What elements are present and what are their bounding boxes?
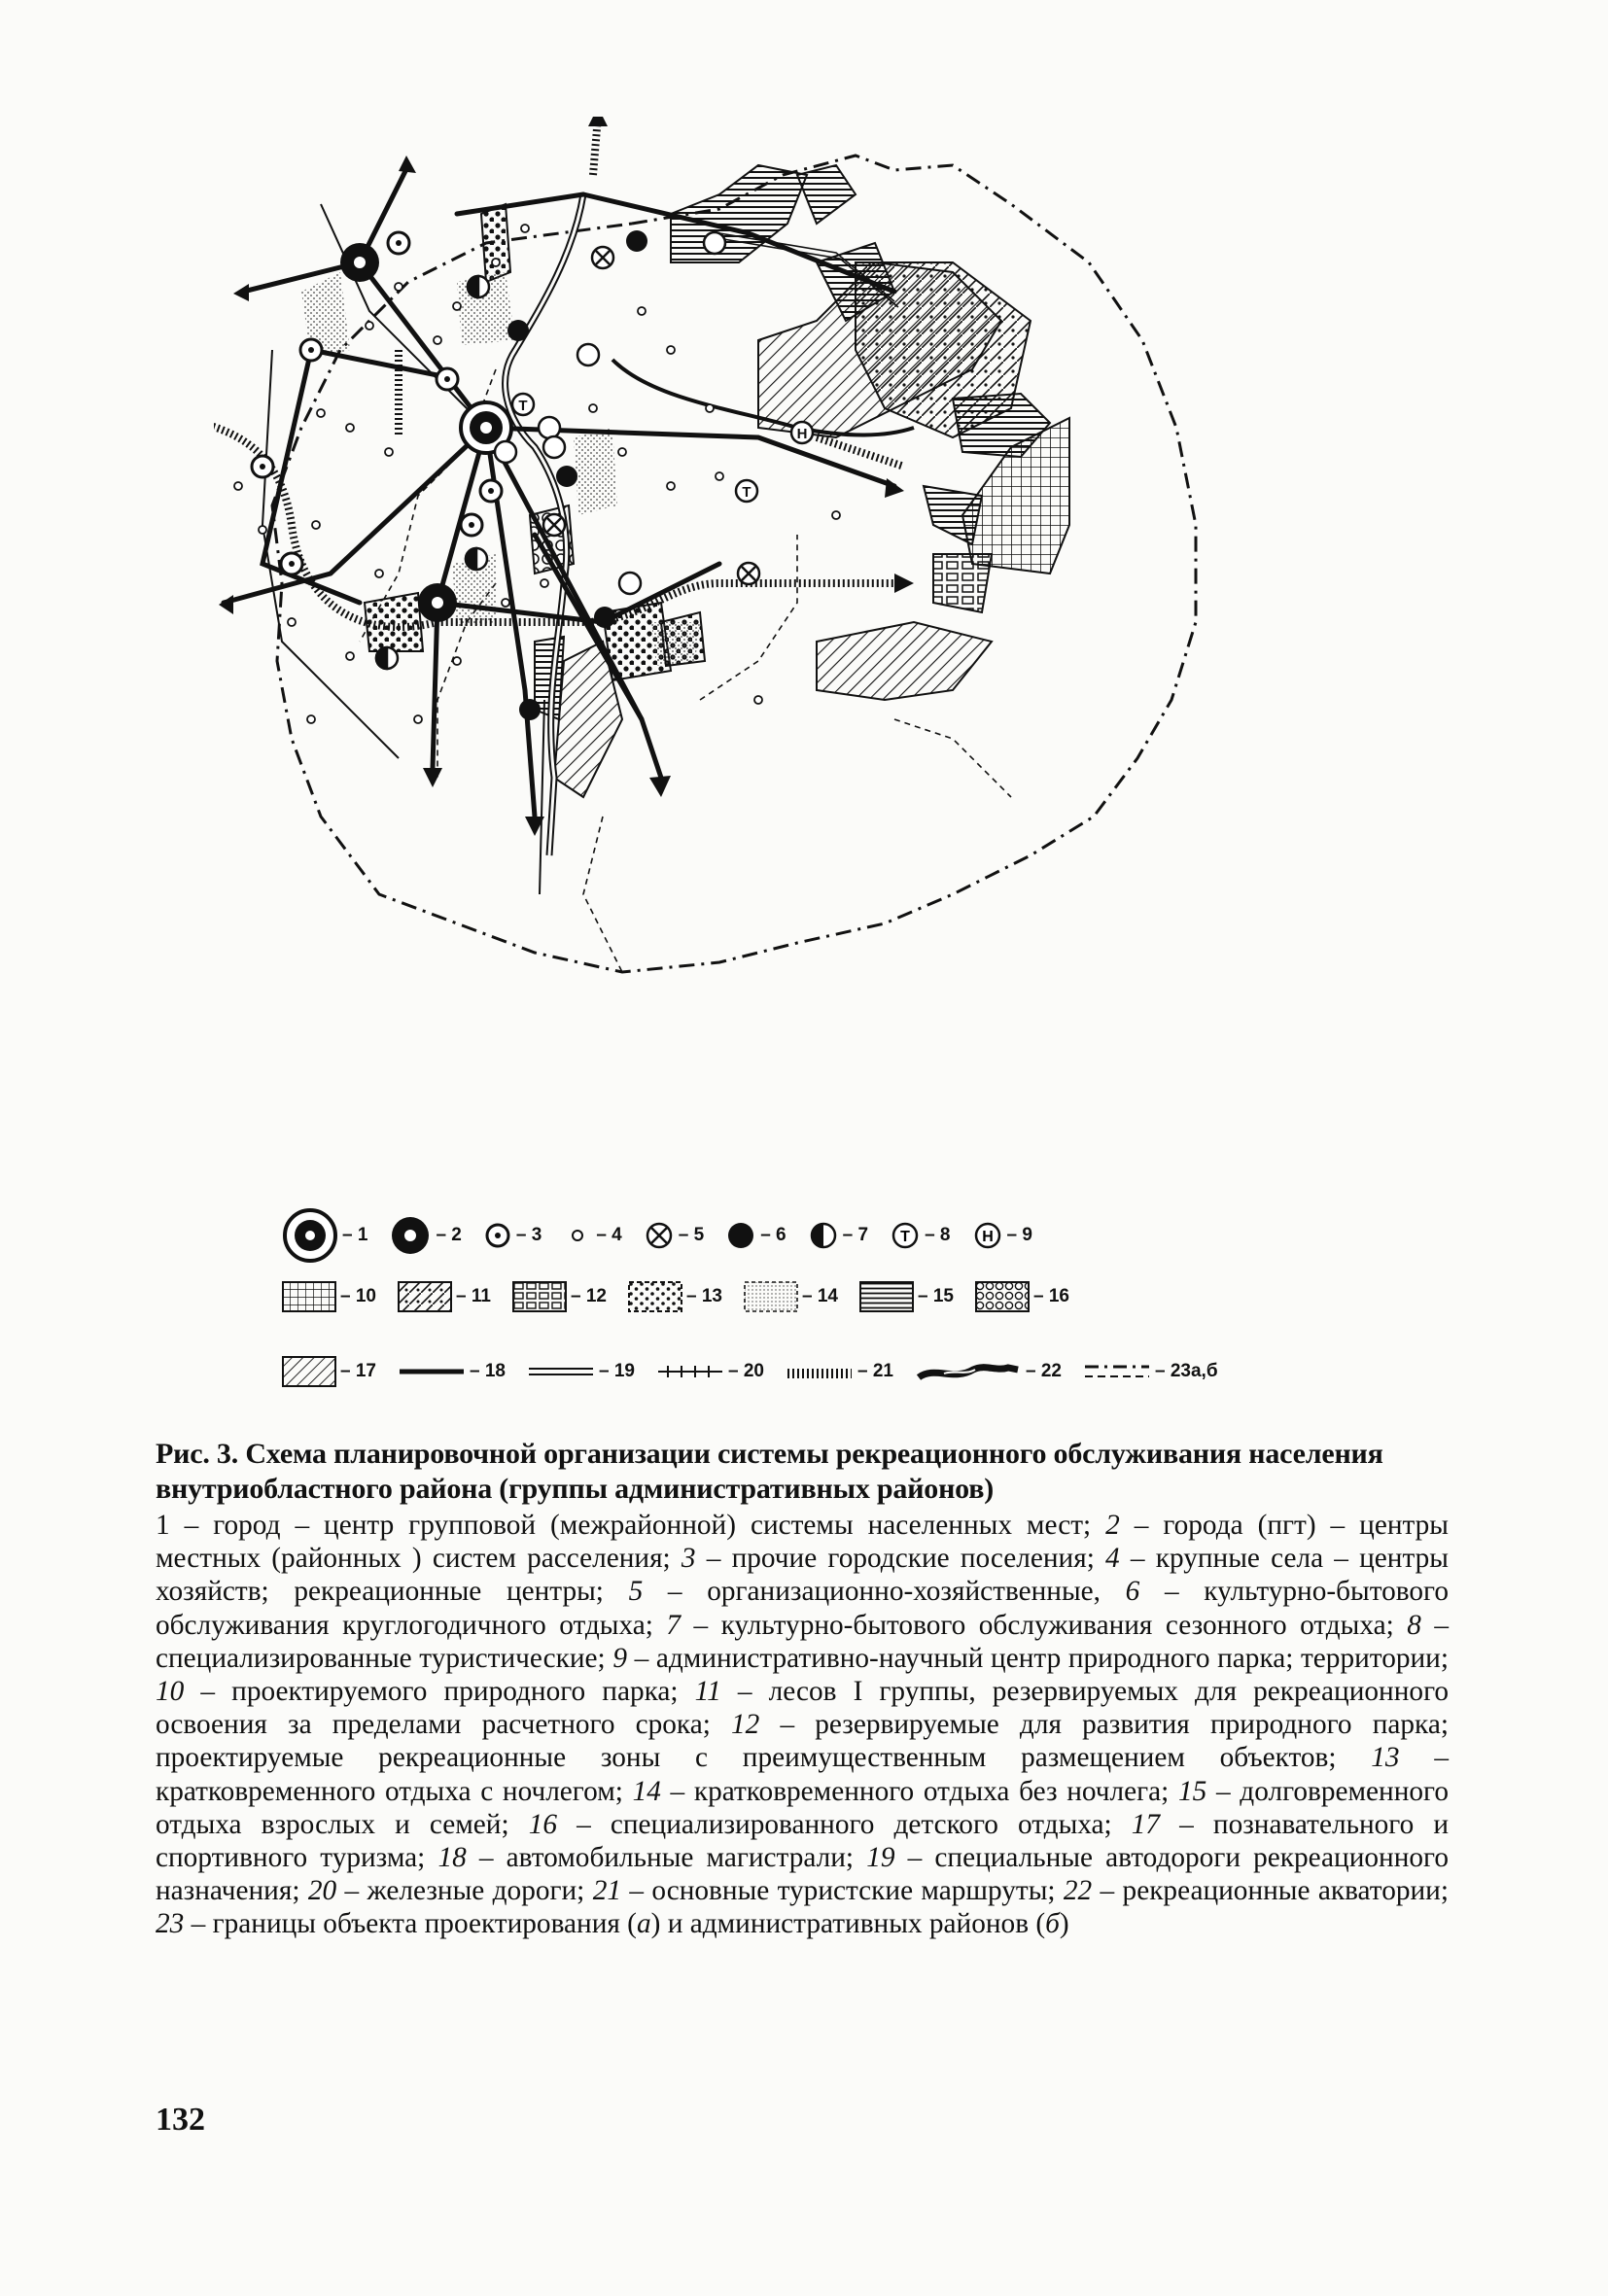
symbol-water-area xyxy=(915,1356,1022,1387)
legend-tourist-letter: Т xyxy=(900,1229,910,1245)
legend-item-13 xyxy=(628,1281,722,1312)
caption-part: 7 xyxy=(666,1609,681,1641)
legend-item-5 xyxy=(644,1220,704,1251)
caption-part: 13 xyxy=(1371,1742,1400,1774)
legend-num-12: – 12 xyxy=(571,1286,607,1307)
legend-num-22: – 22 xyxy=(1026,1361,1062,1382)
caption-part: 9 xyxy=(612,1642,627,1674)
symbol-tourist-route xyxy=(786,1362,854,1381)
symbol-group-center xyxy=(282,1207,338,1264)
caption-part: – специализированные туристические; xyxy=(156,1609,1449,1674)
legend-num-15: – 15 xyxy=(918,1286,954,1307)
district-center-north-west xyxy=(340,243,379,282)
caption-part: – основные туристские маршруты; xyxy=(620,1875,1064,1907)
symbol-seasonal-center xyxy=(808,1220,839,1251)
zone-tourism-south-east xyxy=(817,622,992,700)
caption-part: 18 xyxy=(437,1842,467,1874)
legend-item-19 xyxy=(527,1361,635,1382)
symbol-tourist-center xyxy=(890,1220,921,1251)
legend-num-9: – 9 xyxy=(1007,1225,1032,1246)
symbol-park-center xyxy=(972,1220,1003,1251)
planning-scheme-map xyxy=(214,117,1400,1196)
legend-num-16: – 16 xyxy=(1033,1286,1069,1307)
symbol-urban-settlement xyxy=(483,1221,512,1250)
legend-num-17: – 17 xyxy=(340,1361,376,1382)
caption-part: – резервируемые для развития природного парка; проектируемые рекреационные зоны с преимущественным размещением объектов; xyxy=(156,1709,1449,1774)
swatch-bricks xyxy=(512,1281,567,1312)
caption-part: 8 xyxy=(1407,1609,1421,1641)
caption-part: 5 xyxy=(628,1576,644,1608)
legend-num-8: – 8 xyxy=(925,1225,950,1246)
legend-num-6: – 6 xyxy=(760,1225,786,1246)
legend-item-17 xyxy=(282,1356,376,1387)
caption-part: – административно-научный центр природного парка; территории; xyxy=(626,1642,1449,1674)
legend-item-3 xyxy=(483,1221,542,1250)
caption-part: – границы объекта проектирования ( xyxy=(184,1908,637,1940)
legend-park-letter: Н xyxy=(981,1229,994,1245)
caption-part: ) и административных районов ( xyxy=(650,1908,1046,1940)
legend-row-3 xyxy=(282,1356,1240,1387)
tourist-letter-2: Т xyxy=(742,484,752,501)
caption-part: 22 xyxy=(1063,1875,1093,1907)
figure-caption-text xyxy=(156,1509,1449,1941)
caption-part: ) xyxy=(1059,1908,1069,1940)
legend-item-8 xyxy=(890,1220,950,1251)
caption-part: 16 xyxy=(528,1808,558,1840)
symbol-boundaries xyxy=(1083,1360,1151,1383)
tourist-center-2 xyxy=(736,480,757,502)
legend-item-4 xyxy=(563,1221,621,1250)
nature-park-center xyxy=(791,422,813,443)
legend-row-1 xyxy=(282,1207,1054,1264)
swatch-hlines xyxy=(859,1281,914,1312)
caption-part: 14 xyxy=(632,1775,661,1807)
tourist-center-1 xyxy=(512,394,534,415)
caption-part: – специализированного детского отдыха; xyxy=(557,1808,1132,1840)
symbol-railway xyxy=(656,1362,724,1381)
caption-part: – крупные села – центры хозяйств; рекреационные центры; xyxy=(156,1543,1449,1608)
legend-num-18: – 18 xyxy=(470,1361,506,1382)
caption-part: 2 xyxy=(1105,1510,1120,1541)
legend-item-20 xyxy=(656,1361,764,1382)
legend-item-15 xyxy=(859,1281,954,1312)
caption-part: а xyxy=(636,1908,651,1940)
legend-num-13: – 13 xyxy=(686,1286,722,1307)
caption-part: 3 xyxy=(681,1543,696,1575)
figure-title: Схема планировочной организации системы рекреационного обслуживания населения внутриобластного района (группы административных районов) xyxy=(156,1438,1383,1505)
caption-part: 17 xyxy=(1131,1808,1161,1840)
legend-item-14 xyxy=(744,1281,838,1312)
legend-row-2 xyxy=(282,1281,1091,1312)
legend-item-16 xyxy=(975,1281,1069,1312)
caption-part: 19 xyxy=(866,1842,895,1874)
caption-part: – города (пгт) – центры местных (районных ) систем расселения; xyxy=(156,1510,1449,1575)
caption-part: – автомобильные магистрали; xyxy=(466,1842,867,1874)
caption-part: 20 xyxy=(307,1875,337,1907)
zone-long-term-rest-north-east xyxy=(797,165,856,224)
legend-item-12 xyxy=(512,1281,607,1312)
legend-num-14: – 14 xyxy=(802,1286,838,1307)
zone-short-rest-night-north xyxy=(481,204,510,282)
org-economic-centers xyxy=(543,247,759,584)
page-number: 132 xyxy=(156,2102,205,2138)
legend-item-9 xyxy=(972,1220,1032,1251)
caption-part: – культурно-бытового обслуживания сезонного отдыха; xyxy=(681,1609,1408,1641)
caption-part: 15 xyxy=(1177,1775,1207,1807)
nature-park-letter: Н xyxy=(796,426,808,442)
caption-part: – познавательного и спортивного туризма; xyxy=(156,1808,1450,1874)
legend-item-6 xyxy=(725,1220,786,1251)
tourist-letter-1: Т xyxy=(518,398,528,414)
zone-short-rest-night-south xyxy=(365,593,423,651)
symbol-year-round-center xyxy=(725,1220,756,1251)
legend-item-18 xyxy=(398,1361,506,1382)
caption-part: – кратковременного отдыха с ночлегом; xyxy=(156,1742,1449,1807)
caption-part: – кратковременного отдыха без ночлега; xyxy=(660,1775,1178,1807)
legend-num-23: – 23а,б xyxy=(1155,1361,1218,1382)
figure-label: Рис. 3. xyxy=(156,1438,239,1470)
caption-part: – организационно-хозяйственные, xyxy=(643,1576,1126,1608)
district-center-south xyxy=(418,583,457,622)
zone-long-term-rest-se xyxy=(924,486,982,544)
legend-item-23 xyxy=(1083,1360,1218,1383)
legend-item-21 xyxy=(786,1361,893,1382)
caption-part: 1 – город – центр групповой (межрайонной) системы населенных мест; xyxy=(156,1510,1106,1541)
caption-part: б xyxy=(1045,1908,1060,1940)
symbol-large-village xyxy=(563,1221,592,1250)
swatch-hatch-dots xyxy=(398,1281,452,1312)
caption-part: – рекреационные акватории; xyxy=(1092,1875,1449,1907)
legend-num-19: – 19 xyxy=(599,1361,635,1382)
caption-part: – долговременного отдыха взрослых и семей; xyxy=(156,1775,1449,1840)
legend-num-2: – 2 xyxy=(436,1225,461,1246)
caption-part: – прочие городские поселения; xyxy=(695,1543,1106,1575)
caption-part: – специальные автодороги рекреационного назначения; xyxy=(156,1842,1449,1907)
caption-part: 11 xyxy=(694,1676,721,1708)
swatch-circles xyxy=(975,1281,1030,1312)
legend-item-11 xyxy=(398,1281,491,1312)
legend-item-2 xyxy=(389,1214,461,1257)
legend-num-7: – 7 xyxy=(843,1225,868,1246)
figure-caption-title xyxy=(156,1437,1449,1507)
caption-part: 12 xyxy=(731,1709,760,1741)
caption-part: 6 xyxy=(1125,1576,1140,1608)
caption-part: 23 xyxy=(156,1908,185,1940)
symbol-org-center xyxy=(644,1220,675,1251)
caption-part: 4 xyxy=(1105,1543,1120,1575)
legend-num-10: – 10 xyxy=(340,1286,376,1307)
legend-num-21: – 21 xyxy=(857,1361,893,1382)
legend-num-11: – 11 xyxy=(456,1286,491,1307)
swatch-dots xyxy=(628,1281,682,1312)
caption-part: 21 xyxy=(592,1875,621,1907)
legend-item-10 xyxy=(282,1281,376,1312)
legend-num-4: – 4 xyxy=(596,1225,621,1246)
zone-reserved-bricks xyxy=(933,554,992,612)
legend-item-1 xyxy=(282,1207,367,1264)
swatch-stipple xyxy=(744,1281,798,1312)
symbol-recreation-road xyxy=(527,1362,595,1381)
symbol-highway xyxy=(398,1362,466,1381)
legend-num-3: – 3 xyxy=(516,1225,542,1246)
caption-part: – проектируемого природного парка; xyxy=(184,1676,695,1708)
legend-num-5: – 5 xyxy=(679,1225,704,1246)
caption-part: – лесов I группы, резервируемых для рекреационного освоения за пределами расчетного срока; xyxy=(156,1676,1449,1741)
caption-part: – культурно-бытового обслуживания круглогодичного отдыха; xyxy=(156,1576,1449,1641)
caption-part: – железные дороги; xyxy=(336,1875,593,1907)
legend-item-22 xyxy=(915,1356,1062,1387)
symbol-district-center xyxy=(389,1214,432,1257)
legend-num-1: – 1 xyxy=(342,1225,367,1246)
legend-num-20: – 20 xyxy=(728,1361,764,1382)
project-boundary xyxy=(272,156,1196,972)
caption-part: 10 xyxy=(156,1676,185,1708)
swatch-grid xyxy=(282,1281,336,1312)
swatch-hatch xyxy=(282,1356,336,1387)
legend-item-7 xyxy=(808,1220,868,1251)
